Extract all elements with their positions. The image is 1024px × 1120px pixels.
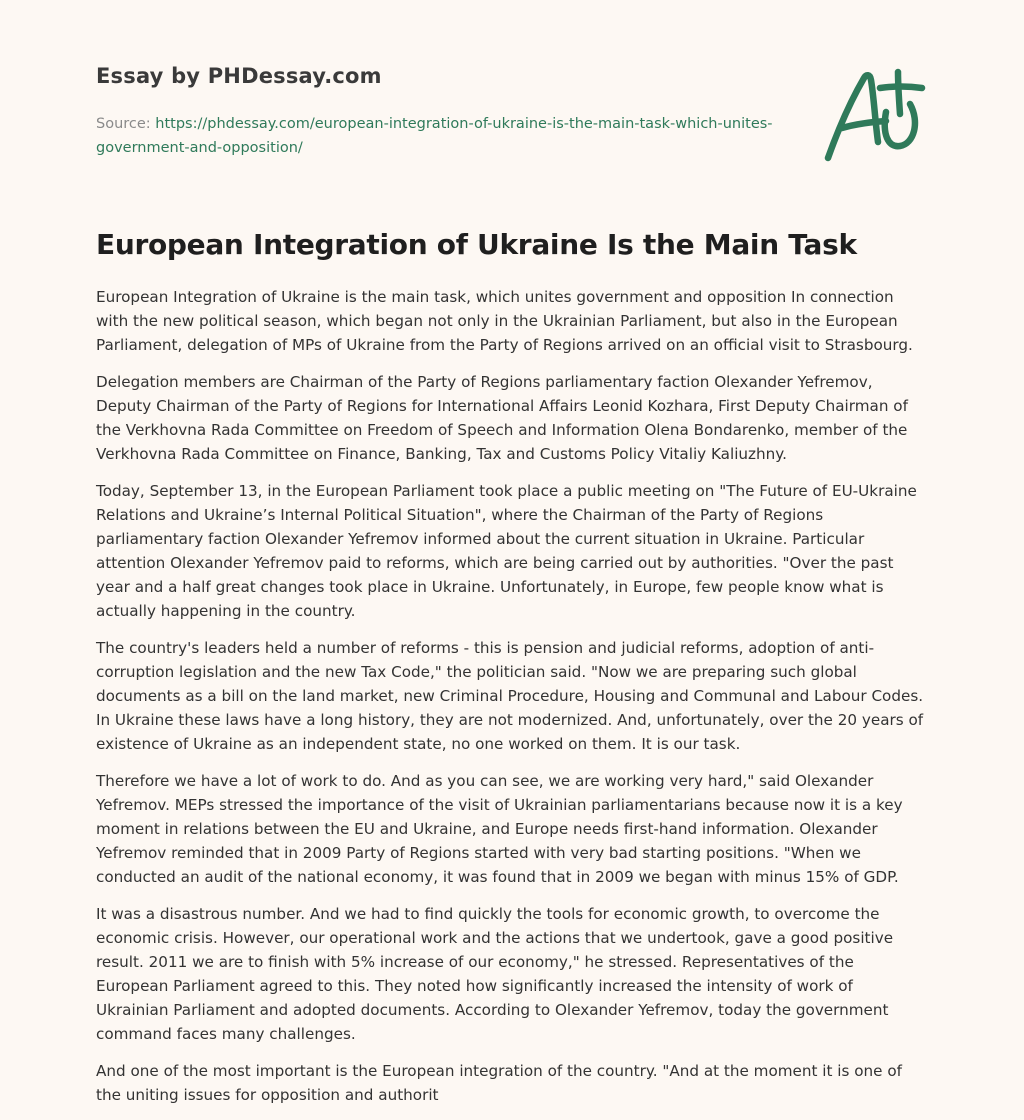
article-paragraph: And one of the most important is the European integration of the country. "And at the moment it is one of the uniting issues for opposition and authorit bbox=[96, 1062, 902, 1104]
article-paragraph: Therefore we have a lot of work to do. And as you can see, we are working very hard," said Olexander Yefremov. MEPs stressed the importance of the visit of Ukrainian parliamentarians because now it is a key moment in relations between the EU and Ukraine, and Europe needs first-hand information. Olexander Yefremov reminded that in 2009 Party of Regions started with very bad starting positions. "When we conducted an audit of the national economy, it was found that in 2009 we began with minus 15% of GDP. bbox=[96, 772, 903, 886]
article-paragraph: Delegation members are Chairman of the Party of Regions parliamentary faction Olexander Yefremov, Deputy Chairman of the Party of Regions for International Affairs Leonid Kozhara, First Deputy Chairman of the Verkhovna Rada Committee on Freedom of Speech and Information Olena Bondarenko, member of the Verkhovna Rada Committee on Finance, Banking, Tax and Customs Policy Vitaliy Kaliuzhny. bbox=[96, 373, 908, 463]
article-paragraph: Today, September 13, in the European Parliament took place a public meeting on "The Future of EU-Ukraine Relations and Ukraine’s Internal Political Situation", where the Chairman of the Party of Regions parliamentary faction Olexander Yefremov informed about the current situation in Ukraine. Particular attention Olexander Yefremov paid to reforms, which are being carried out by authorities. "Over the past year and a half great changes took place in Ukraine. Unfortunately, in Europe, few people know what is actually happening in the country. bbox=[96, 482, 917, 620]
article-body bbox=[96, 285, 930, 1120]
a-plus-grade-icon bbox=[824, 68, 928, 164]
article-paragraph: It was a disastrous number. And we had to find quickly the tools for economic growth, to overcome the economic crisis. However, our operational work and the actions that we undertook, gave a good positive result. 2011 we are to finish with 5% increase of our economy," he stressed. Representatives of the European Parliament agreed to this. They noted how significantly increased the intensity of work of Ukrainian Parliament and adopted documents. According to Olexander Yefremov, today the government command faces many challenges. bbox=[96, 905, 894, 1043]
page-header bbox=[96, 0, 928, 200]
site-brand: Essay by PHDessay.com bbox=[96, 64, 382, 88]
source-link[interactable]: https://phdessay.com/european-integration-of-ukraine-is-the-main-task-which-unites-government-and-opposition/ bbox=[96, 116, 773, 156]
article-paragraph: The country's leaders held a number of reforms - this is pension and judicial reforms, adoption of anti-corruption legislation and the new Tax Code," the politician said. "Now we are preparing such global documents as a bill on the land market, new Criminal Procedure, Housing and Communal and Labour Codes. In Ukraine these laws have a long history, they are not modernized. And, unfortunately, over the 20 years of existence of Ukraine as an independent state, no one worked on them. It is our task. bbox=[96, 639, 924, 753]
source-label: Source: bbox=[96, 116, 156, 132]
source-line bbox=[96, 112, 776, 160]
page-title: European Integration of Ukraine Is the Main Task bbox=[96, 228, 857, 261]
article-paragraph: European Integration of Ukraine is the main task, which unites government and opposition In connection with the new political season, which began not only in the Ukrainian Parliament, but also in the European Parliament, delegation of MPs of Ukraine from the Party of Regions arrived on an official visit to Strasbourg. bbox=[96, 288, 913, 354]
